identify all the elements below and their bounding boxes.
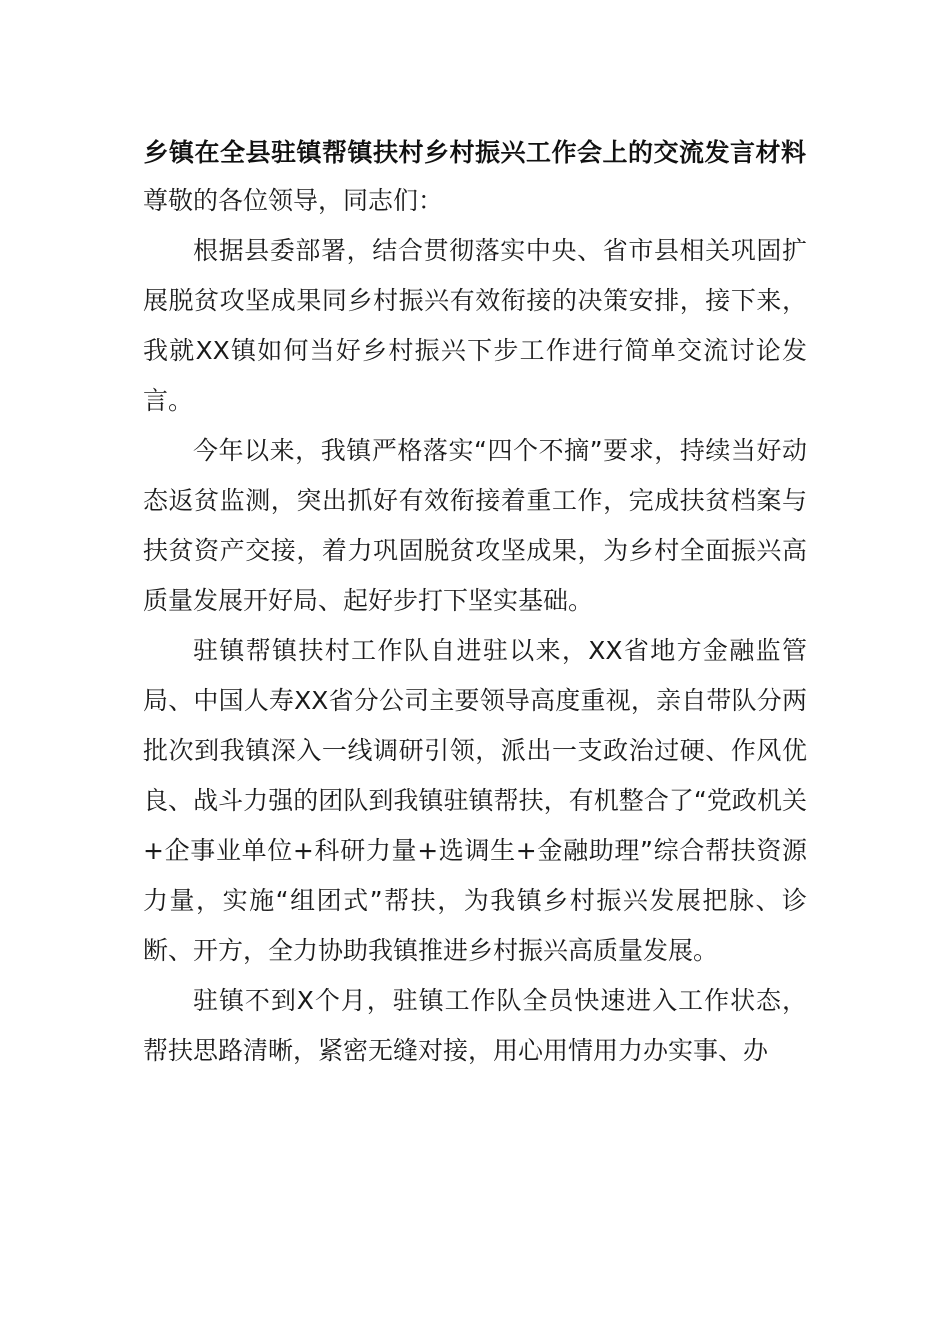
paragraph-4: 驻镇不到X个月，驻镇工作队全员快速进入工作状态，帮扶思路清晰，紧密无缝对接，用心用情用力办实事、办 (143, 986, 807, 1065)
document-body (143, 130, 807, 1076)
salutation: 尊敬的各位领导，同志们： (143, 186, 444, 215)
paragraph-3: 驻镇帮镇扶村工作队自进驻以来，XX省地方金融监管局、中国人寿XX省分公司主要领导高度重视，亲自带队分两批次到我镇深入一线调研引领，派出一支政治过硬、作风优良、战斗力强的团队到我镇驻镇帮扶，有机整合了“党政机关+企事业单位+科研力量+选调生+金融助理”综合帮扶资源力量，实施“组团式”帮扶，为我镇乡村振兴发展把脉、诊断、开方，全力协助我镇推进乡村振兴高质量发展。 (143, 636, 807, 965)
paragraph-2: 今年以来，我镇严格落实“四个不摘”要求，持续当好动态返贫监测，突出抓好有效衔接着重工作，完成扶贫档案与扶贫资产交接，着力巩固脱贫攻坚成果，为乡村全面振兴高质量发展开好局、起好步打下坚实基础。 (143, 436, 807, 615)
document-title: 乡镇在全县驻镇帮镇扶村乡村振兴工作会上的交流发言材料 (143, 138, 807, 167)
paragraph-1: 根据县委部署，结合贯彻落实中央、省市县相关巩固扩展脱贫攻坚成果同乡村振兴有效衔接的决策安排，接下来，我就XX镇如何当好乡村振兴下步工作进行简单交流讨论发言。 (143, 236, 807, 415)
